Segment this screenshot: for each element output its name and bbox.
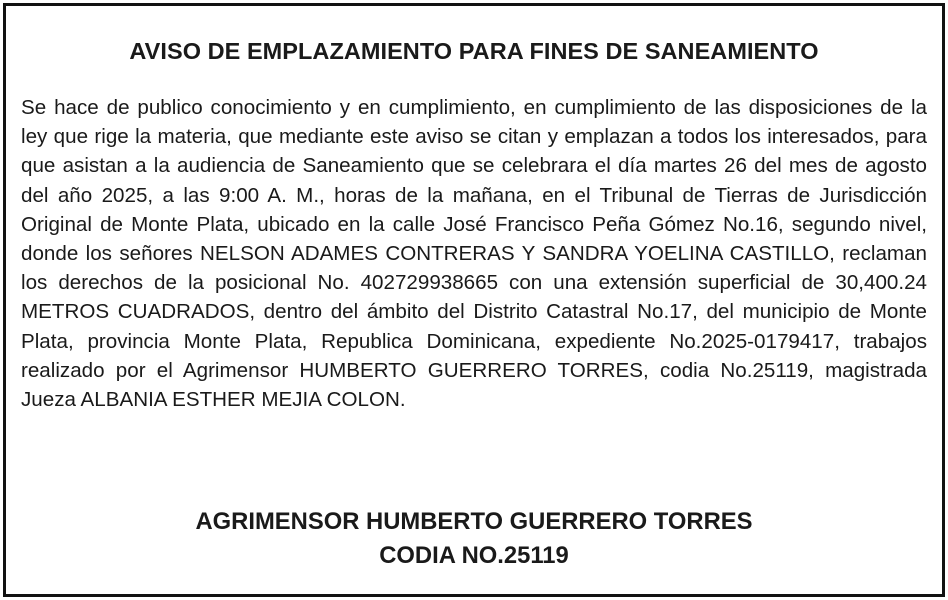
signature-block [6, 505, 942, 573]
notice-body: Se hace de publico conocimiento y en cumplimiento, en cumplimiento de las disposiciones de la ley que rige la materia, que mediante este aviso se citan y emplazan a todos los interesados, para que asistan a la audiencia de Saneamiento que se celebrara el día martes 26 del mes de agosto del año 2025, a las 9:00 A. M., horas de la mañana, en el Tribunal de Tierras de Jurisdicción Original de Monte Plata, ubicado en la calle José Francisco Peña Gómez No.16, segundo nivel, donde los señores NELSON ADAMES CONTRERAS Y SANDRA YOELINA CASTILLO, reclaman los derechos de la posicional No. 402729938665 con una extensión superficial de 30,400.24 METROS CUADRADOS, dentro del ámbito del Distrito Catastral No.17, del municipio de Monte Plata, provincia Monte Plata, Republica Dominicana, expediente No.2025-0179417, trabajos realizado por el Agrimensor HUMBERTO GUERRERO TORRES, codia No.25119, magistrada Jueza ALBANIA ESTHER MEJIA COLON. [21, 96, 927, 412]
notice-title: AVISO DE EMPLAZAMIENTO PARA FINES DE SANEAMIENTO [129, 38, 819, 64]
notice-frame [3, 3, 945, 597]
signature-codia: CODIA NO.25119 [379, 542, 569, 569]
signature-name: AGRIMENSOR HUMBERTO GUERRERO TORRES [195, 508, 753, 535]
